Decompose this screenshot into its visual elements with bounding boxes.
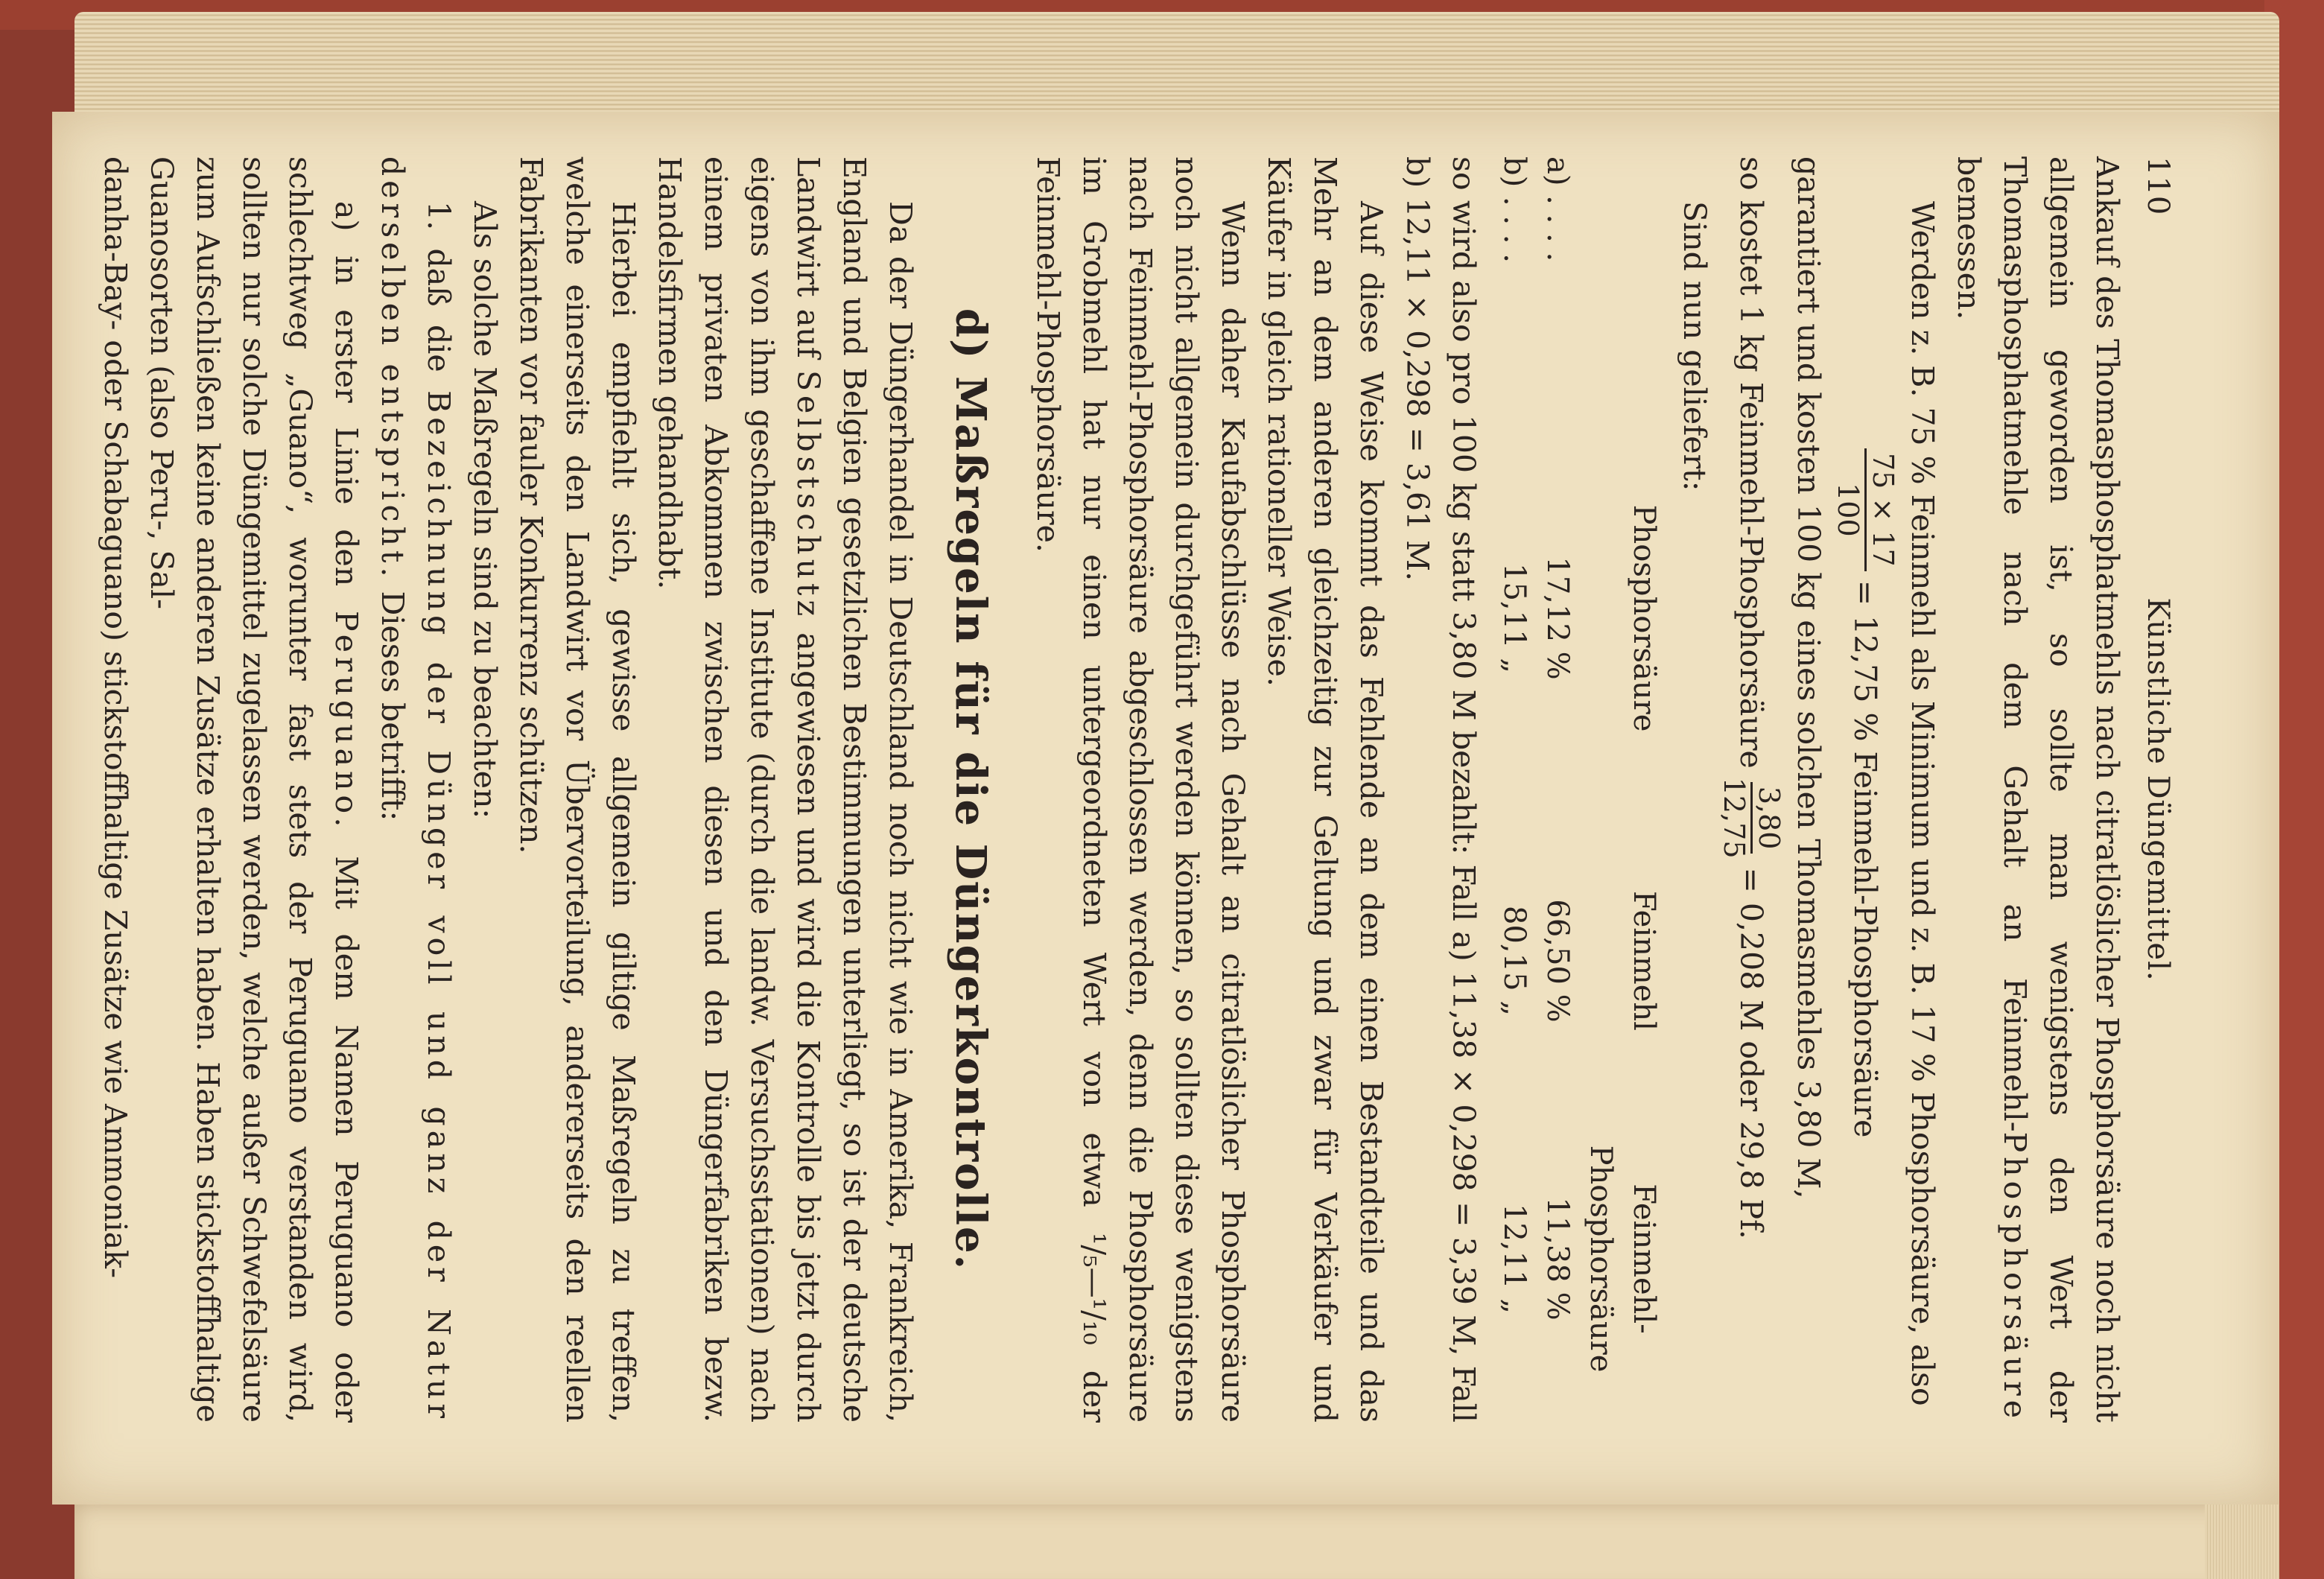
paragraph-12: danha-Bay- oder Schabaguano) stickstoffhaltige Zusätze wie Ammoniak- (98, 156, 133, 1279)
page-text-block (98, 156, 2175, 1423)
paragraph-2: Werden z. B. 75 % Feinmehl als Minimum und z. B. 17 % Phosphorsäure, also (1905, 201, 1940, 1406)
table-row: a) . . . . 17,12 % 66,50 % 11,38 % (1540, 156, 1575, 1321)
paragraph-2-cont: garantiert und kosten 100 kg eines solchen Thomasmehles 3,80 M, (1791, 156, 1826, 1199)
spaced-term: Bezeichnung der Dünger voll und ganz der Natur derselben entspricht. (375, 156, 457, 1423)
fraction-1: 75 × 17 100 (1832, 448, 1899, 571)
section-heading: d) Maßregeln für die Düngerkontrolle. (946, 308, 995, 1271)
running-head (2130, 156, 2175, 1423)
spaced-term: Phosphorsäure (1997, 1131, 2033, 1423)
paragraph-3: Sind nun geliefert: (1677, 201, 1712, 492)
paragraph-7: Da der Düngerhandel in Deutschland noch nicht wie in Amerika, Frankreich, England und Belgien gesetzlichen Bestimmungen unterliegt, so ist der deutsche Landwirt auf Selbstschutz angewiesen und wird die Kontrolle bis jetzt durch eigens von ihm geschaffene Institute (durch die landw. Versuchsstationen) nach einem privaten Abkommen zwischen diesen und den Düngerfabriken bezw. Handelsfirmen gehandhabt. (652, 156, 918, 1423)
list-item: 1. daß die Bezeichnung der Dünger voll und ganz der Natur derselben entspricht. Dieses betrifft: (375, 156, 457, 1423)
equation-1: 75 × 17 100 = 12,75 % Feinmehl-Phosphorsäure (1832, 156, 1899, 1423)
table-header: Phosphorsäure Feinmehl Feinmehl-Phosphorsäure (1584, 504, 1661, 1373)
page-number: 110 (2141, 156, 2175, 216)
running-title: Künstliche Düngemittel. (2141, 597, 2175, 982)
analysis-table (1493, 156, 1666, 1423)
list-item: a) in erster Linie den Peruguano. Mit dem Namen Peruguano oder schlechtweg „Guano“, worunter fast stets der Peruguano verstanden wird, sollten nur solche Düngemittel zugelassen werden, welche außer Schwefelsäure zum Aufschließen keine anderen Zusätze erhalten haben. Haben stickstoffhaltige Guanosorten (also Peru-, Sal- (144, 156, 364, 1423)
page-edge-stack (74, 12, 2279, 124)
paragraph-9: Als solche Maßregeln sind zu beachten: (467, 201, 503, 819)
fraction-2: 3,80 12,75 (1718, 777, 1785, 859)
paragraph-1: Ankauf des Thomasphosphatmehls nach citratlöslicher Phosphorsäure noch nicht allgemein geworden ist, so sollte man wenigstens den Wert der Thomasphosphatmehle nach dem Gehalt an Feinmehl-Phosphorsäure bemessen. (1951, 156, 2125, 1423)
paragraph-5: Auf diese Weise kommt das Fehlende an dem einen Bestandteile und das Mehr an dem anderen gleichzeitig zur Geltung und zwar für Verkäufer und Käufer in gleich rationeller Weise. (1261, 156, 1389, 1423)
equation-2: so kostet 1 kg Feinmehl-Phosphorsäure 3,80 12,75 = 0,208 M oder 29,8 Pf. (1718, 156, 1785, 1239)
table-row: b) . . . . 15,11 „ 80,15 „ 12,11 „ (1497, 156, 1531, 1314)
paragraph-6: Wenn daher Kaufabschlüsse nach Gehalt an citratlöslicher Phosphorsäure noch nicht allgemein durchgeführt werden können, so sollten diese wenigstens nach Feinmehl-Phosphorsäure abgeschlossen werden, denn die Phosphorsäure im Grobmehl hat nur einen untergeordneten Wert von etwa ¹/₅—¹/₁₀ der Feinmehl-Phosphorsäure. (1030, 156, 1251, 1423)
spaced-term: Peruguano. (328, 610, 364, 832)
paragraph-8: Hierbei empfiehlt sich, gewisse allgemein giltige Maßregeln zu treffen, welche einerseits den Landwirt vor Übervorteilung, andererseits den reellen Fabrikanten vor fauler Konkurrenz schützen. (513, 156, 641, 1423)
spaced-term: Selbstschutz (790, 369, 826, 621)
paragraph-4: so wird also pro 100 kg statt 3,80 M bezahlt: Fall a) 11,38 × 0,298 = 3,39 M, Fall b) 12,11 × 0,298 = 3,61 M. (1400, 156, 1482, 1423)
